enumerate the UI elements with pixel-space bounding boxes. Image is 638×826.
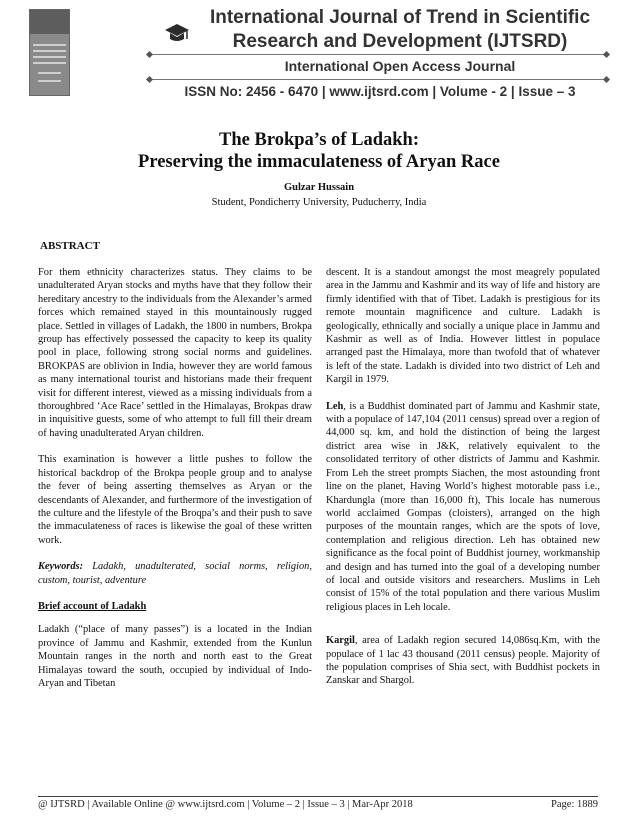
right-paragraph-1: descent. It is a standout amongst the most meagrely populated area in the Jammu and Kashmir and its way of life and history are firmly identified with that of Tibet. Ladakh is prestigious for its remote mountain magnificence and culture. Ladakh is geologically, ethnically and socially a unique place in Jammu and Kashmir as well as of India. However littlest in populace arranged past the Himalaya, more than twofold that of whatever is left of the state. Ladakh is divided into two district of Leh and Kargil in 1979. [326,267,600,386]
header-rule-bottom [150,79,606,80]
kargil-text: , area of Ladakh region secured 14,086sq.Km, with the populace of 1 lac 43 thousand (2011 census) people. Majority of the population comprises of Shia sect, with Buddhist pockets in Zanskar and Shargol. [326,635,600,687]
abstract-paragraph-1: For them ethnicity characterizes status. They claims to be unadulterated Aryan stocks and myths have that they follow their hereditary ancestry to the individuals from the Alexander’s armed forces which remained stayed in this mountainously rugged place. Settled in villages of Ladakh, the 1800 in numbers, Brokpa group has effectively possessed the capacity to keep its quality pool in place, following strong social norms and guidelines. BROKPAS are oblivion in India, however they are world famous as many international tourist and historians made their frequent visit for different interest, viewed as a missing individuals from a thoroughbred ‘Ace Race’ settled in the Himalayas, Brokpas draw in inquisitive guests, some of who attempt to full fill their dream of having unadulterated Aryan children. [38,267,312,439]
issn-line: ISSN No: 2456 - 6470 | www.ijtsrd.com | Volume - 2 | Issue – 3 [184,84,576,99]
author-name: Gulzar Hussain [283,182,355,193]
brief-paragraph-1: Ladakh (“place of many passes”) is a located in the Indian province of Jammu and Kashmir, extended from the Kunlun Mountain ranges in the north and north east to the Great Himalayas toward the south, occupied by individual of Indo-Aryan and Tibetan [38,624,312,689]
paper-title-line2: Preserving the immaculateness of Aryan Race [138,152,500,172]
right-column [326,266,600,688]
keywords-list: Ladakh, unadulterated, social norms, religion, custom, tourist, adventure [38,561,312,586]
journal-name-line1: International Journal of Trend in Scientific [209,7,591,28]
leh-label: Leh [326,400,344,412]
keywords [38,560,312,587]
footer-text: @ IJTSRD | Available Online @ www.ijtsrd.com | Volume – 2 | Issue – 3 | Mar-Apr 2018 [38,799,413,810]
journal-cover-image [29,9,70,96]
journal-header [0,0,638,112]
rule-diamond-right-2 [603,76,610,83]
rule-diamond-left-2 [146,76,153,83]
brief-account-heading: Brief account of Ladakh [38,600,147,612]
rule-diamond-left [146,51,153,58]
left-column [38,266,312,690]
leh-paragraph [326,400,600,615]
kargil-paragraph [326,634,600,688]
kargil-label: Kargil [326,635,355,647]
footer-rule [38,796,598,797]
abstract-paragraph-2: This examination is however a little pushes to follow the historical backdrop of the Brokpa people group and to analyse the fever of being asserting themselves as Aryan or the descendants of Alexander, and furthermore of the investigation of the culture and the lifestyle of the Broqpa’s and their push to save the immaculateness of races is likewise the goal of these written work. [38,454,312,546]
page-number: Page: 1889 [551,799,598,810]
journal-name-line2: Research and Development (IJTSRD) [232,31,568,52]
header-rule-top [150,54,606,55]
author-affiliation: Student, Pondicherry University, Puducherry, India [211,197,427,208]
paper-title-line1: The Brokpa’s of Ladakh: [219,130,419,150]
open-access-label: International Open Access Journal [284,58,516,74]
keywords-label: Keywords: [38,561,84,573]
rule-diamond-right [603,51,610,58]
leh-text: , is a Buddhist dominated part of Jammu and Kashmir state, with a populace of 147,104 (2011 census) spread over a region of 44,000 sq. km, and hold the distinction of being the largest district area wise in J&K, relatively equivalent to the consolidated territory of other districts of Jammu and Kashmir. From Leh the street prompts Siachen, the most astounding front line on the planet, Having World’s highest motorable pass i.e., Khardungla (more than 16,000 ft), This locale has numerous world acclaimed Gompas (cloisters), arranged on the high purposes of the mountain ranges, which are the spots of love, contemplation and religious direction. Leh has obtained new significance as the focal point of Buddhist journey, workmanship and design and has turned into the goal of a developing number of local and outside visitors and researchers. Muslims in Leh consist of 15% of the total population and there various Muslim religious places in Leh locale. [326,400,600,613]
abstract-heading: ABSTRACT [40,240,100,252]
graduation-cap-icon [164,22,190,44]
footer [38,799,598,810]
